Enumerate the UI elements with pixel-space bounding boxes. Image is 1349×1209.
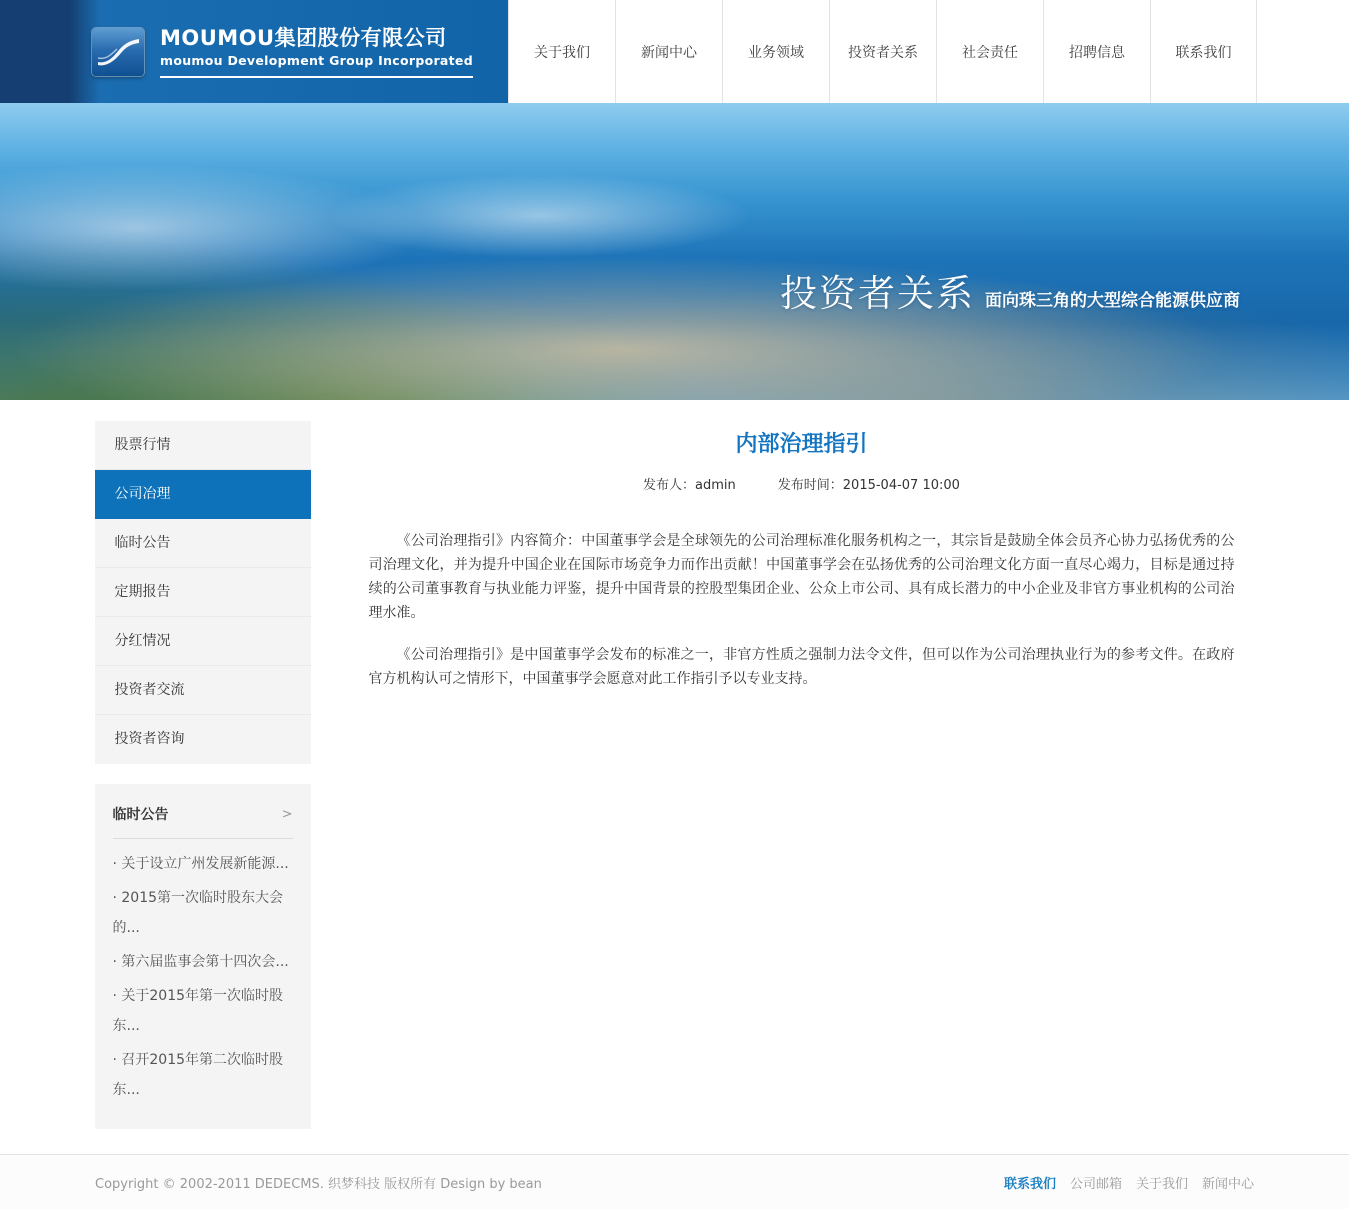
logo-text	[160, 25, 473, 78]
nav-item-news[interactable]: 新闻中心	[615, 0, 722, 103]
footer-links	[1004, 1173, 1254, 1192]
copyright-text: Copyright © 2002-2011 DEDECMS. 织梦科技 版权所有 Design by bean	[95, 1176, 542, 1192]
notice-list-item[interactable]: · 关于设立广州发展新能源...	[112, 856, 289, 872]
site-footer	[0, 1154, 1349, 1209]
footer-link-news[interactable]: 新闻中心	[1201, 1176, 1254, 1192]
hero-caption	[780, 263, 1240, 317]
footer-link-company-mail[interactable]: 公司邮箱	[1069, 1176, 1122, 1192]
site-header	[0, 0, 1349, 103]
nav-item-recruitment[interactable]: 招聘信息	[1043, 0, 1150, 103]
nav-item-investor-relations[interactable]: 投资者关系	[829, 0, 936, 103]
wave-swoosh-icon	[96, 34, 140, 70]
article-paragraph: 《公司治理指引》是中国董事学会发布的标准之一，非官方性质之强制力法令文件，但可以作为公司治理执业行为的参考文件。在政府官方机构认可之情形下，中国董事学会愿意对此工作指引予以专业支持。	[368, 647, 1235, 687]
notice-more-arrow-icon[interactable]: >	[281, 806, 293, 822]
notice-box	[95, 784, 311, 1129]
company-name: MOUMOU集团股份有限公司	[160, 26, 447, 50]
nav-item-about[interactable]: 关于我们	[508, 0, 615, 103]
hero-title: 投资者关系	[780, 272, 975, 315]
logo-area[interactable]	[0, 0, 508, 103]
nav-item-social-responsibility[interactable]: 社会责任	[936, 0, 1043, 103]
page-title: 内部治理指引	[735, 432, 868, 457]
article-meta	[369, 474, 1235, 493]
notice-list-item[interactable]: · 第六届监事会第十四次会...	[112, 954, 289, 970]
footer-link-contact[interactable]: 联系我们	[1003, 1176, 1056, 1192]
nav-item-contact[interactable]: 联系我们	[1150, 0, 1257, 103]
article-publish-time: 发布时间：2015-04-07 10:00	[777, 478, 960, 493]
notice-list-item[interactable]: · 召开2015年第二次临时股东...	[112, 1052, 284, 1098]
notice-header	[113, 804, 293, 824]
sidebar-item-interim-announcements[interactable]: 临时公告	[95, 519, 311, 568]
notice-box-title: 临时公告	[112, 807, 169, 823]
footer-link-about[interactable]: 关于我们	[1135, 1176, 1188, 1192]
main-nav	[508, 0, 1349, 103]
sidebar-item-dividends[interactable]: 分红情况	[95, 617, 311, 666]
main-container	[95, 400, 1255, 1129]
sidebar-item-stock-quotes[interactable]: 股票行情	[95, 421, 311, 470]
hero-subtitle: 面向珠三角的大型综合能源供应商	[985, 291, 1240, 311]
hero-banner	[0, 103, 1349, 400]
article-body	[369, 529, 1235, 691]
notice-list-item[interactable]: · 关于2015年第一次临时股东...	[112, 988, 284, 1034]
company-logo-icon	[92, 28, 144, 76]
article-paragraph: 《公司治理指引》内容简介：中国董事学会是全球领先的公司治理标准化服务机构之一，其宗旨是鼓励全体会员齐心协力弘扬优秀的公司治理文化，并为提升中国企业在国际市场竞争力而作出贡献！中国董事学会在弘扬优秀的公司治理文化方面一直尽心竭力，目标是通过持续的公司董事教育与执业能力评鉴，提升中国背景的控股型集团企业、公众上市公司、具有成长潜力的中小企业及非官方事业机构的公司治理水准。	[368, 533, 1235, 621]
company-name-english: moumou Development Group Incorporated	[160, 53, 473, 68]
sidebar-item-corporate-governance[interactable]: 公司冶理	[95, 470, 311, 519]
nav-item-business[interactable]: 业务领域	[722, 0, 829, 103]
sidebar-item-periodic-reports[interactable]: 定期报告	[95, 568, 311, 617]
article-author: 发布人：admin	[643, 478, 736, 493]
sidebar-item-investor-inquiry[interactable]: 投资者咨询	[114, 731, 185, 747]
notice-divider	[113, 838, 293, 839]
notice-list-item[interactable]: · 2015第一次临时股东大会的...	[112, 890, 284, 936]
sidebar	[95, 421, 311, 1129]
sidebar-item-investor-exchange[interactable]: 投资者交流	[95, 666, 311, 715]
sidebar-menu	[95, 421, 311, 764]
article	[311, 421, 1255, 709]
